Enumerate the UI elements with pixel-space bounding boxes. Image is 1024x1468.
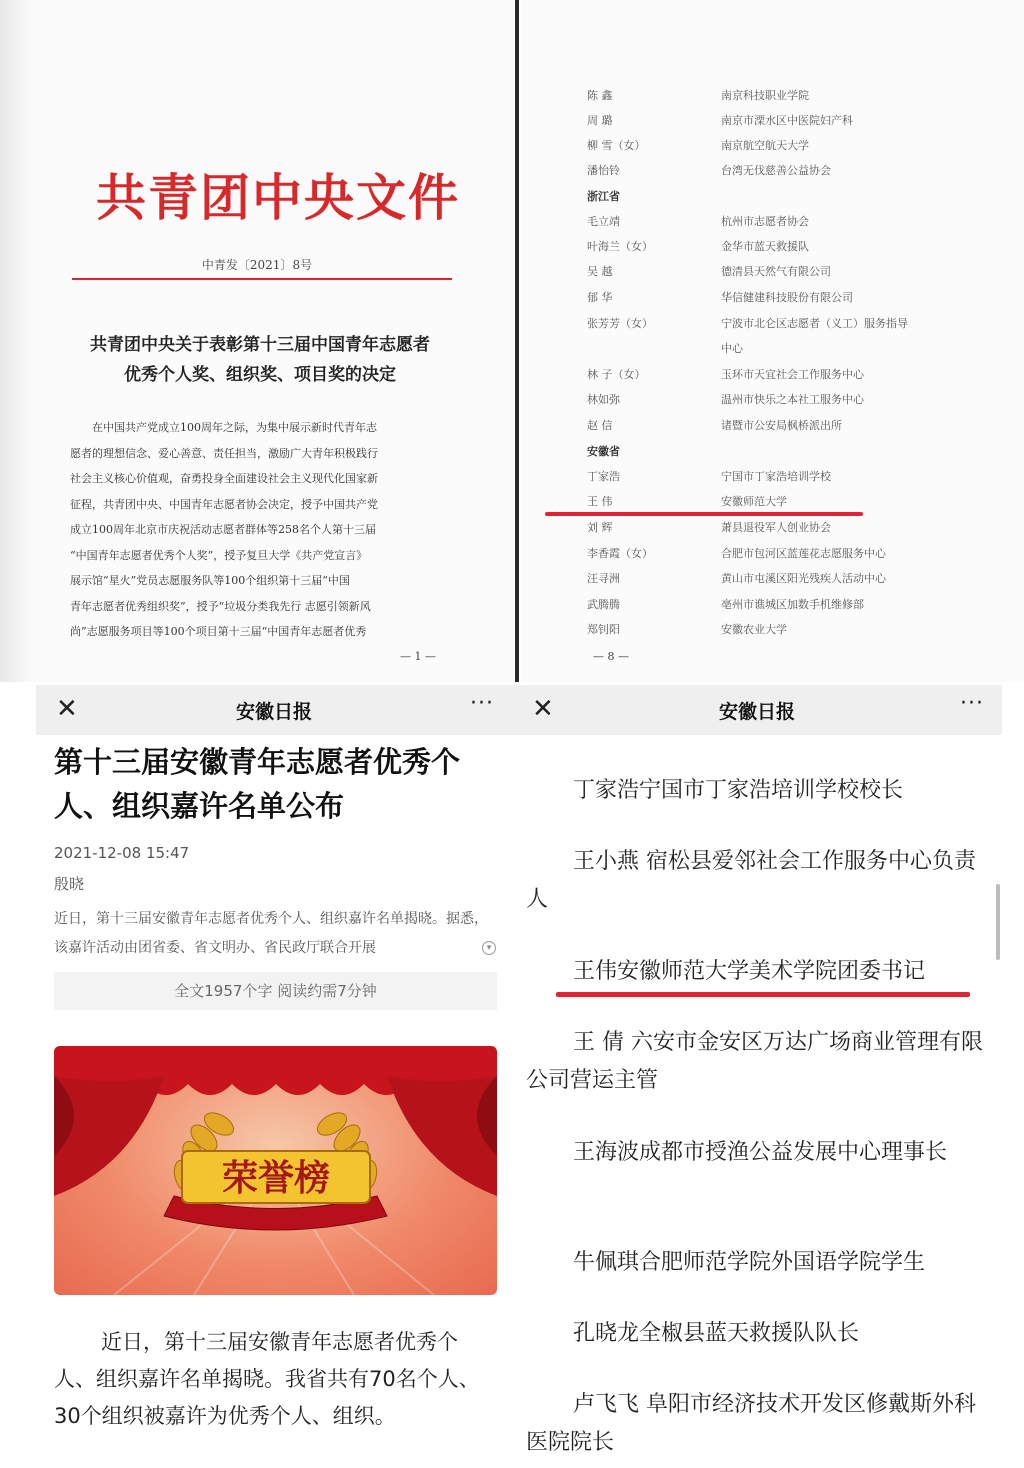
province-heading: 安徽省 — [587, 445, 620, 458]
body-line: 社会主义核心价值观，奋勇投身全面建设社会主义现代化国家新 — [70, 472, 378, 485]
list-row: 潘怡铃 台湾无伐慈善公益协会 — [587, 164, 831, 177]
list-row: 吴 越 德清县天然气有限公司 — [587, 265, 831, 278]
honoree-entry: 牛佩琪合肥师范学院外国语学院学生 — [573, 1250, 926, 1275]
chevron-down-icon[interactable]: ▾ — [482, 941, 496, 955]
page-number: — 1 — — [400, 650, 436, 663]
list-row: 汪寻洲 黄山市屯溪区阳光残疾人活动中心 — [587, 572, 886, 585]
list-row: 张芳芳（女） 宁波市北仑区志愿者（义工）服务指导 — [587, 317, 908, 330]
honoree-entry: 丁家浩宁国市丁家浩培训学校校长 — [573, 778, 904, 803]
nav-title: 安徽日报 — [718, 701, 795, 723]
list-row: 周 璐 南京市溧水区中医院妇产科 — [587, 114, 853, 127]
body-line: “中国青年志愿者优秀个人奖”，授予复旦大学《共产党宣言》 — [70, 548, 368, 562]
curtain-banner-graphic — [54, 1046, 497, 1295]
page-number: — 8 — — [593, 650, 629, 663]
red-highlight-underline — [545, 512, 863, 516]
page-divider — [515, 0, 519, 682]
list-row: 李香霞（女） 合肥市包河区蓝莲花志愿服务中心 — [587, 547, 886, 560]
body-line: 展示馆“星火”党员志愿服务队等100个组织第十三届“中国 — [70, 574, 350, 587]
list-row: 叶海兰（女） 金华市蓝天救援队 — [587, 240, 809, 253]
list-row: 郁 华 华信健建科技股份有限公司 — [587, 291, 853, 304]
honoree-entry: 卢飞飞 阜阳市经济技术开发区修戴斯外科医院院长 — [526, 1392, 976, 1455]
body-line: 征程，共青团中央、中国青年志愿者协会决定，授予中国共产党 — [70, 497, 378, 511]
list-row: 赵 信 诸暨市公安局枫桥派出所 — [587, 419, 842, 432]
body-line: 尚”志愿服务项目等100个项目第十三届“中国青年志愿者优秀 — [70, 625, 367, 638]
list-row-highlighted: 王 伟 安徽师范大学 — [587, 495, 787, 508]
app-nav-bar — [36, 685, 512, 735]
nav-title: 安徽日报 — [235, 701, 312, 723]
red-rule-divider — [72, 278, 452, 280]
document-red-heading: 共青团中央文件 — [96, 168, 460, 227]
list-row: 林 子（女） 玉环市天宜社会工作服务中心 — [587, 368, 864, 381]
red-highlight-underline — [556, 992, 970, 997]
honoree-entry: 孔晓龙全椒县蓝天救援队队长 — [573, 1321, 860, 1346]
body-line: 青年志愿者优秀组织奖”，授予“垃圾分类我先行 志愿引领新风 — [70, 599, 371, 613]
article-paragraph: 近日，第十三届安徽青年志愿者优秀个人、组织嘉许名单揭晓。我省共有70名个人、30个组织被嘉许为优秀个人、组织。 — [54, 1330, 480, 1428]
document-number: 中青发〔2021〕8号 — [201, 258, 313, 272]
honoree-entry-highlighted: 王伟安徽师范大学美术学院团委书记 — [573, 959, 926, 984]
close-icon[interactable]: ✕ — [532, 694, 554, 724]
list-row: 丁家浩 宁国市丁家浩培训学校 — [587, 470, 831, 483]
app-nav-bar — [512, 685, 1002, 735]
list-row: 陈 鑫 南京科技职业学院 — [587, 89, 809, 102]
more-options-icon[interactable]: ··· — [960, 691, 984, 716]
list-row: 毛立靖 杭州市志愿者协会 — [587, 215, 809, 228]
province-heading: 浙江省 — [587, 190, 620, 203]
document-page-right — [521, 0, 1024, 682]
article-author[interactable]: 殷晓 — [54, 875, 85, 893]
body-line: 在中国共产党成立100周年之际，为集中展示新时代青年志 — [92, 421, 377, 434]
more-options-icon[interactable]: ··· — [470, 691, 494, 716]
article-summary: 近日，第十三届安徽青年志愿者优秀个人、组织嘉许名单揭晓。据悉，该嘉许活动由团省委、省文明办、省民政厅联合开展 — [54, 911, 488, 956]
list-row: 林如弥 温州市快乐之本社工服务中心 — [587, 393, 864, 406]
article-title: 第十三届安徽青年志愿者优秀个人、组织嘉许名单公布 — [54, 745, 461, 823]
honoree-entry: 王 倩 六安市金安区万达广场商业管理有限公司营运主管 — [526, 1030, 983, 1093]
list-row: 中心 — [721, 342, 743, 355]
document-subject — [60, 330, 460, 390]
page-edge-shadow — [0, 0, 34, 682]
list-row: 柳 雪（女） 南京航空航天大学 — [587, 139, 809, 152]
list-row: 武腾腾 亳州市谯城区加数手机维修部 — [587, 598, 864, 611]
honoree-entry: 王小燕 宿松县爱邻社会工作服务中心负责人 — [526, 849, 976, 912]
close-icon[interactable]: ✕ — [56, 694, 78, 724]
document-body — [70, 415, 454, 645]
scrollbar-thumb[interactable] — [996, 884, 1000, 960]
body-line: 愿者的理想信念、爱心善意、责任担当，激励广大青年积极践行 — [70, 446, 378, 460]
honoree-entry: 王海波成都市授渔公益发展中心理事长 — [573, 1140, 948, 1165]
list-row: 刘 辉 萧县退役军人创业协会 — [587, 521, 831, 534]
document-page-left — [0, 0, 514, 682]
article-date: 2021-12-08 15:47 — [54, 844, 190, 862]
banner-text: 荣誉榜 — [221, 1158, 331, 1199]
read-time-bar: 全文1957个字 阅读约需7分钟 — [54, 972, 497, 1010]
subject-line-2: 优秀个人奖、组织奖、项目奖的决定 — [124, 365, 396, 385]
subject-line-1: 共青团中央关于表彰第十三届中国青年志愿者 — [90, 335, 430, 355]
body-line: 成立100周年北京市庆祝活动志愿者群体等258名个人第十三届 — [70, 523, 376, 536]
list-row: 郑钊阳 安徽农业大学 — [587, 623, 787, 636]
honor-roll-banner-image — [54, 1046, 497, 1295]
